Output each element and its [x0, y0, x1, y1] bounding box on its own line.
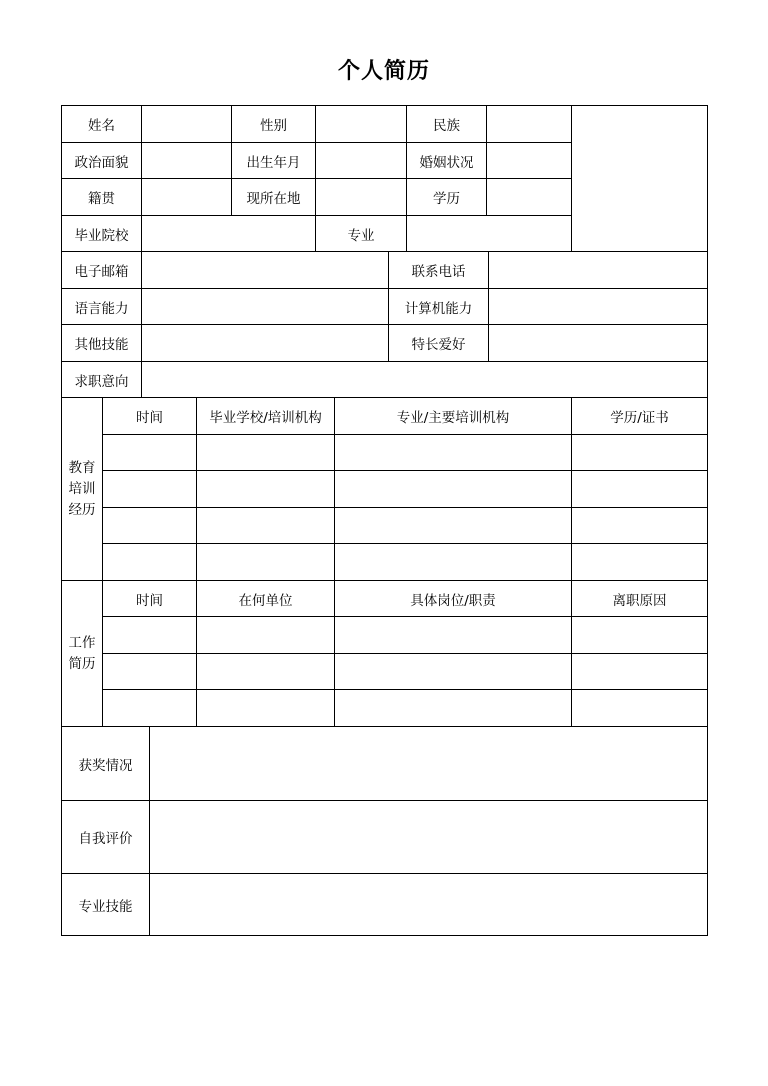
native-place-label: 籍贯 [62, 179, 142, 216]
self-eval-label: 自我评价 [62, 801, 150, 874]
photo-box[interactable] [572, 106, 708, 252]
work-cell[interactable] [197, 690, 335, 727]
school-label: 毕业院校 [62, 216, 142, 252]
name-field[interactable] [142, 106, 232, 143]
work-cell[interactable] [572, 617, 708, 654]
edu-header-time: 时间 [103, 398, 197, 435]
hobbies-label: 特长爱好 [389, 325, 489, 362]
hobbies-field[interactable] [489, 325, 708, 362]
table-row [62, 508, 708, 544]
native-place-field[interactable] [142, 179, 232, 216]
major-field[interactable] [407, 216, 572, 252]
work-cell[interactable] [572, 690, 708, 727]
work-section-label: 工作 简历 [62, 581, 103, 727]
edu-cell[interactable] [103, 508, 197, 544]
education-label: 学历 [407, 179, 487, 216]
edu-cell[interactable] [572, 435, 708, 471]
table-row [62, 544, 708, 581]
awards-field[interactable] [150, 727, 708, 801]
politics-field[interactable] [142, 143, 232, 179]
gender-label: 性别 [232, 106, 316, 143]
contact-table [61, 251, 708, 398]
job-intent-field[interactable] [142, 362, 708, 398]
edu-cell[interactable] [572, 544, 708, 581]
computer-label: 计算机能力 [389, 289, 489, 325]
work-cell[interactable] [103, 690, 197, 727]
table-row [62, 690, 708, 727]
work-header-position: 具体岗位/职责 [335, 581, 572, 617]
residence-field[interactable] [316, 179, 407, 216]
marital-field[interactable] [487, 143, 572, 179]
work-cell[interactable] [103, 617, 197, 654]
politics-label: 政治面貌 [62, 143, 142, 179]
skills-label: 专业技能 [62, 874, 150, 936]
work-cell[interactable] [335, 654, 572, 690]
edu-cell[interactable] [572, 471, 708, 508]
edu-cell[interactable] [197, 508, 335, 544]
work-cell[interactable] [335, 690, 572, 727]
edu-cell[interactable] [335, 471, 572, 508]
gender-field[interactable] [316, 106, 407, 143]
edu-cell[interactable] [335, 435, 572, 471]
edu-cell[interactable] [103, 544, 197, 581]
history-table [61, 397, 708, 727]
edu-cell[interactable] [197, 471, 335, 508]
ethnicity-field[interactable] [487, 106, 572, 143]
edu-cell[interactable] [197, 435, 335, 471]
major-label: 专业 [316, 216, 407, 252]
basic-info-table [61, 105, 708, 252]
job-intent-label: 求职意向 [62, 362, 142, 398]
page-title: 个人简历 [337, 59, 430, 84]
work-header-reason: 离职原因 [572, 581, 708, 617]
table-row [62, 654, 708, 690]
ethnicity-label: 民族 [407, 106, 487, 143]
education-field[interactable] [487, 179, 572, 216]
table-row [62, 435, 708, 471]
edu-header-major: 专业/主要培训机构 [335, 398, 572, 435]
work-header-company: 在何单位 [197, 581, 335, 617]
skills-field[interactable] [150, 874, 708, 936]
edu-cell[interactable] [103, 435, 197, 471]
edu-cell[interactable] [335, 544, 572, 581]
awards-label: 获奖情况 [62, 727, 150, 801]
self-eval-field[interactable] [150, 801, 708, 874]
marital-label: 婚姻状况 [407, 143, 487, 179]
other-skills-field[interactable] [142, 325, 389, 362]
table-row [62, 617, 708, 654]
work-header-time: 时间 [103, 581, 197, 617]
email-field[interactable] [142, 252, 389, 289]
phone-field[interactable] [489, 252, 708, 289]
work-cell[interactable] [572, 654, 708, 690]
language-field[interactable] [142, 289, 389, 325]
residence-label: 现所在地 [232, 179, 316, 216]
edu-cell[interactable] [335, 508, 572, 544]
birth-label: 出生年月 [232, 143, 316, 179]
summary-table [61, 726, 708, 936]
edu-header-degree: 学历/证书 [572, 398, 708, 435]
table-row [62, 471, 708, 508]
work-cell[interactable] [197, 617, 335, 654]
birth-field[interactable] [316, 143, 407, 179]
edu-cell[interactable] [572, 508, 708, 544]
work-cell[interactable] [335, 617, 572, 654]
work-cell[interactable] [197, 654, 335, 690]
edu-header-school: 毕业学校/培训机构 [197, 398, 335, 435]
email-label: 电子邮箱 [62, 252, 142, 289]
work-cell[interactable] [103, 654, 197, 690]
name-label: 姓名 [62, 106, 142, 143]
edu-cell[interactable] [197, 544, 335, 581]
phone-label: 联系电话 [389, 252, 489, 289]
other-skills-label: 其他技能 [62, 325, 142, 362]
edu-section-label: 教育 培训 经历 [62, 398, 103, 581]
language-label: 语言能力 [62, 289, 142, 325]
computer-field[interactable] [489, 289, 708, 325]
school-field[interactable] [142, 216, 316, 252]
edu-cell[interactable] [103, 471, 197, 508]
